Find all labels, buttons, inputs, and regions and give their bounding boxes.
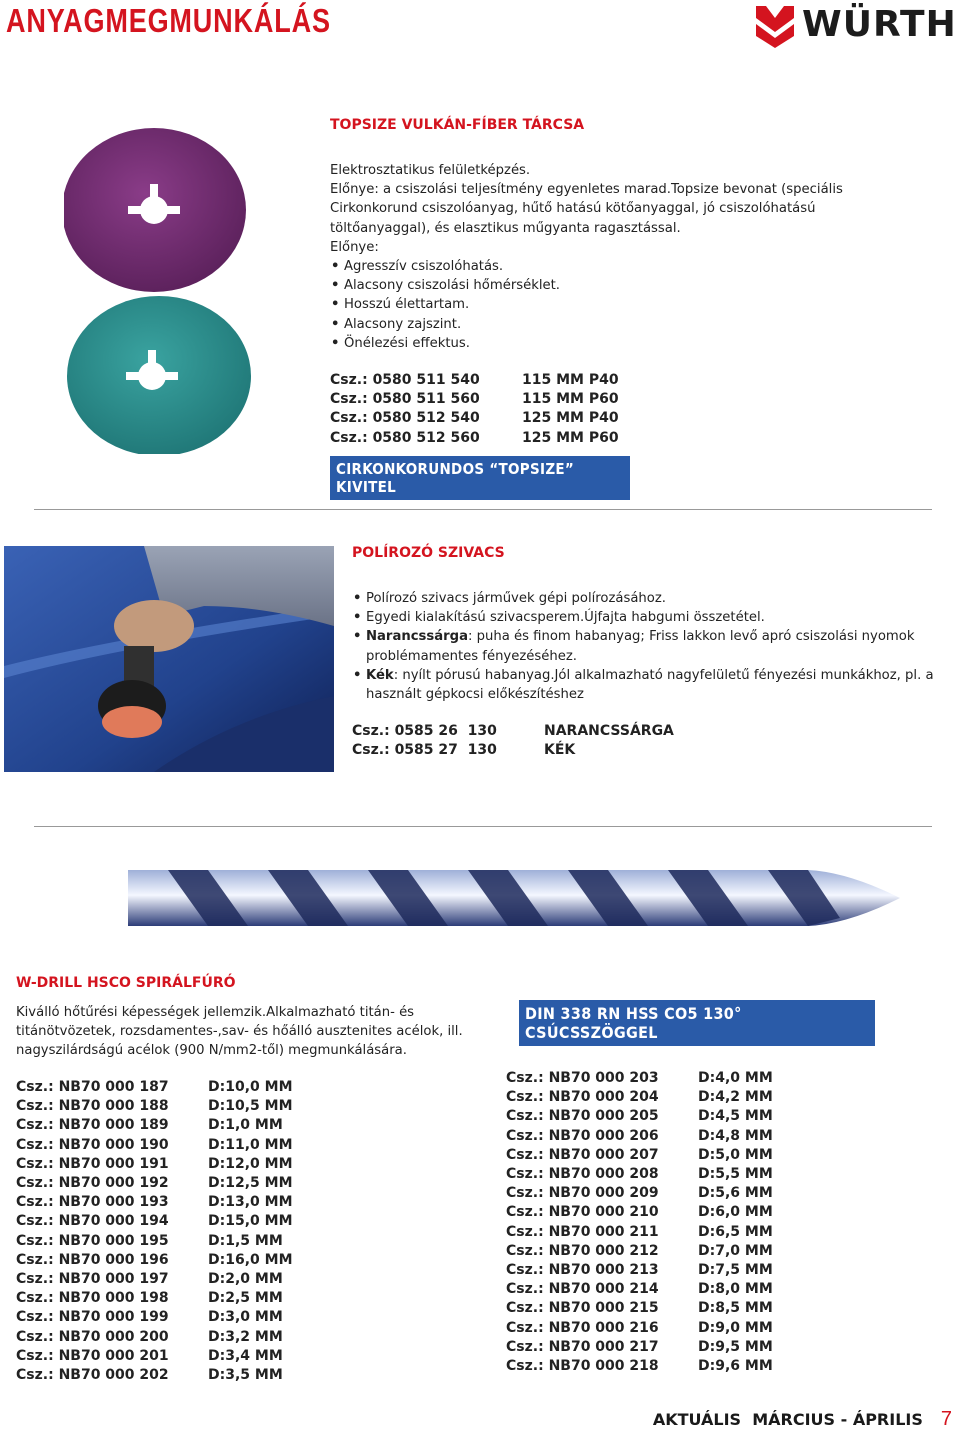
code-desc: 115 MM P60	[522, 391, 619, 408]
code-label: Csz.:	[352, 742, 390, 759]
code-number: NB70 000 198	[58, 1290, 169, 1307]
code-row	[506, 1088, 773, 1107]
page-header-title: ANYAGMEGMUNKÁLÁS	[6, 2, 331, 39]
code-row	[506, 1127, 773, 1146]
footer-text: AKTUÁLIS MÁRCIUS - ÁPRILIS	[652, 1410, 923, 1429]
code-desc: D:8,0 MM	[698, 1281, 773, 1298]
code-row	[352, 722, 674, 741]
code-label: Csz.:	[330, 410, 368, 427]
code-row	[506, 1165, 773, 1184]
code-label: Csz.:	[506, 1127, 544, 1144]
code-number: NB70 000 196	[58, 1251, 169, 1268]
code-row	[506, 1242, 773, 1261]
code-desc: D:6,0 MM	[698, 1204, 773, 1221]
code-label: Csz.:	[506, 1281, 544, 1298]
page-number: 7	[940, 1408, 952, 1430]
section-title-drill: W-DRILL HSCO SPIRÁLFÚRÓ	[16, 975, 236, 991]
code-number: NB70 000 215	[548, 1300, 659, 1317]
polishing-codes	[352, 722, 674, 760]
code-desc: D:4,0 MM	[698, 1070, 773, 1086]
intro-line: Előnye:	[330, 239, 379, 255]
code-row	[330, 409, 619, 428]
code-number: NB70 000 204	[548, 1089, 659, 1106]
code-row	[506, 1203, 773, 1222]
code-label: Csz.:	[16, 1175, 54, 1192]
code-number: NB70 000 193	[58, 1194, 169, 1211]
code-number: NB70 000 212	[548, 1242, 659, 1259]
code-row	[16, 1347, 293, 1366]
code-row	[16, 1174, 293, 1193]
code-desc: 115 MM P40	[522, 372, 619, 388]
code-number: 0580 512 560	[372, 429, 480, 446]
code-desc: D:5,6 MM	[698, 1185, 773, 1202]
code-label: Csz.:	[506, 1358, 544, 1375]
code-label: Csz.:	[16, 1194, 54, 1211]
polishing-description	[352, 589, 952, 704]
list-item: • Alacsony zajszint.	[330, 315, 890, 334]
code-label: Csz.:	[506, 1070, 544, 1086]
code-desc: D:7,0 MM	[698, 1242, 773, 1259]
code-label: Csz.:	[506, 1300, 544, 1317]
code-number: NB70 000 189	[58, 1117, 169, 1134]
page-footer	[653, 1408, 952, 1431]
code-desc: D:5,0 MM	[698, 1146, 773, 1163]
code-number: NB70 000 202	[58, 1367, 169, 1384]
fiber-disc-purple-image	[64, 124, 304, 454]
code-label: Csz.:	[16, 1079, 54, 1095]
code-number: NB70 000 209	[548, 1185, 659, 1202]
code-number: NB70 000 210	[548, 1204, 659, 1221]
code-number: NB70 000 194	[58, 1213, 169, 1230]
code-number: 0580 511 560	[372, 391, 480, 408]
code-desc: D:5,5 MM	[698, 1166, 773, 1183]
code-row	[506, 1261, 773, 1280]
spiral-drill-image	[128, 858, 904, 938]
intro-line: Elektrosztatikus felületképzés.	[330, 163, 531, 178]
code-number: NB70 000 199	[58, 1309, 169, 1326]
code-row	[16, 1155, 293, 1174]
polishing-photo-image	[4, 546, 334, 772]
drill-banner: DIN 338 RN HSS CO5 130° CSÚCSSZÖGGEL	[519, 1000, 875, 1046]
code-row	[506, 1184, 773, 1203]
code-row	[16, 1251, 293, 1270]
list-item: • Egyedi kialakítású szivacsperem.Újfajta habgumi összetétel.	[352, 608, 952, 627]
code-row	[330, 390, 619, 409]
code-row	[506, 1357, 773, 1376]
code-desc: D:13,0 MM	[208, 1194, 293, 1211]
code-row	[506, 1107, 773, 1126]
disc-images	[64, 124, 304, 454]
code-row	[16, 1232, 293, 1251]
code-label: Csz.:	[16, 1251, 54, 1268]
code-desc: D:12,5 MM	[208, 1175, 293, 1192]
code-label: Csz.:	[506, 1185, 544, 1202]
drill-description: Kiválló hőtűrési képességek jellemzik.Alkalmazható titán- és titánötvözetek, rozsdamentes-,sav- és hőálló ausztenites acélok, ill. nagyszilárdságú acélok (900 N/mm2-től) megmunkálására.	[16, 1005, 463, 1059]
code-desc: D:3,4 MM	[208, 1347, 283, 1364]
code-label: Csz.:	[506, 1108, 544, 1125]
list-item: • Hosszú élettartam.	[330, 295, 890, 314]
code-label: Csz.:	[352, 723, 390, 739]
intro-line: Előnye: a csiszolási teljesítmény egyenletes marad.Topsize bevonat (speciális Cirkonkorund csiszolóanyag, hűtő hatású kötőanyaggal, jó csiszolóhatású töltőanyaggal), és elasztikus műgyanta ragasztással.	[330, 182, 843, 236]
code-row	[506, 1338, 773, 1357]
code-label: Csz.:	[506, 1242, 544, 1259]
logo-text: WÜRTH	[802, 4, 957, 45]
code-row	[506, 1299, 773, 1318]
code-row	[16, 1212, 293, 1231]
code-number: NB70 000 200	[58, 1328, 169, 1345]
code-number: NB70 000 217	[548, 1338, 659, 1355]
code-label: Csz.:	[16, 1213, 54, 1230]
code-label: Csz.:	[16, 1328, 54, 1345]
code-desc: D:10,0 MM	[208, 1079, 293, 1095]
code-label: Csz.:	[506, 1319, 544, 1336]
code-row	[506, 1223, 773, 1242]
code-desc: D:2,0 MM	[208, 1271, 283, 1288]
divider	[34, 826, 932, 827]
code-row	[16, 1116, 293, 1135]
code-number: 0580 511 540	[372, 372, 480, 388]
code-desc: D:12,0 MM	[208, 1155, 293, 1172]
code-row	[506, 1280, 773, 1299]
section-title-polishing: POLÍROZÓ SZIVACS	[352, 545, 505, 561]
code-desc: D:15,0 MM	[208, 1213, 293, 1230]
section-title-topsize: TOPSIZE VULKÁN-FÍBER TÁRCSA	[330, 117, 585, 133]
code-number: NB70 000 190	[58, 1136, 169, 1153]
code-desc: D:4,2 MM	[698, 1089, 773, 1106]
code-number: NB70 000 205	[548, 1108, 659, 1125]
code-number: NB70 000 203	[548, 1070, 659, 1086]
code-row	[506, 1319, 773, 1338]
code-number: NB70 000 188	[58, 1098, 169, 1115]
code-row	[16, 1136, 293, 1155]
code-number: NB70 000 211	[548, 1223, 659, 1240]
code-row	[16, 1270, 293, 1289]
wurth-logo	[754, 4, 958, 48]
code-label: Csz.:	[16, 1136, 54, 1153]
code-desc: 125 MM P40	[522, 410, 619, 427]
polishing-bullet-list	[352, 589, 952, 704]
code-label: Csz.:	[16, 1290, 54, 1307]
drill-image	[128, 858, 904, 938]
code-label: Csz.:	[506, 1146, 544, 1163]
code-desc: D:10,5 MM	[208, 1098, 293, 1115]
code-label: Csz.:	[330, 429, 368, 446]
code-desc: KÉK	[544, 742, 576, 759]
code-desc: D:1,5 MM	[208, 1232, 283, 1249]
code-row	[506, 1069, 773, 1088]
code-label: Csz.:	[506, 1166, 544, 1183]
code-desc: D:9,5 MM	[698, 1338, 773, 1355]
code-row	[330, 429, 619, 448]
drill-codes-right	[506, 1069, 773, 1376]
code-row	[16, 1308, 293, 1327]
code-number: NB70 000 207	[548, 1146, 659, 1163]
code-number: 0585 27 130	[394, 742, 497, 759]
code-label: Csz.:	[506, 1262, 544, 1279]
code-label: Csz.:	[16, 1232, 54, 1249]
code-number: 0585 26 130	[394, 723, 497, 739]
code-desc: D:9,6 MM	[698, 1358, 773, 1375]
code-row	[16, 1366, 293, 1385]
code-label: Csz.:	[330, 391, 368, 408]
code-row	[16, 1193, 293, 1212]
code-number: NB70 000 201	[58, 1347, 169, 1364]
code-label: Csz.:	[16, 1347, 54, 1364]
list-item: • Agresszív csiszolóhatás.	[330, 257, 890, 276]
code-desc: D:3,2 MM	[208, 1328, 283, 1345]
topsize-banner: CIRKONKORUNDOS “TOPSIZE” KIVITEL	[330, 456, 630, 500]
code-label: Csz.:	[16, 1271, 54, 1288]
code-number: NB70 000 213	[548, 1262, 659, 1279]
code-number: NB70 000 197	[58, 1271, 169, 1288]
code-row	[16, 1289, 293, 1308]
code-row	[506, 1146, 773, 1165]
code-desc: D:6,5 MM	[698, 1223, 773, 1240]
code-row	[16, 1328, 293, 1347]
code-desc: D:3,0 MM	[208, 1309, 283, 1326]
code-label: Csz.:	[16, 1309, 54, 1326]
code-desc: D:11,0 MM	[208, 1136, 293, 1153]
code-number: NB70 000 218	[548, 1358, 659, 1375]
code-row	[16, 1078, 293, 1097]
code-desc: D:4,8 MM	[698, 1127, 773, 1144]
wurth-logo-icon	[754, 4, 796, 48]
code-number: NB70 000 208	[548, 1166, 659, 1183]
code-row	[330, 371, 619, 390]
code-desc: D:7,5 MM	[698, 1262, 773, 1279]
code-number: NB70 000 192	[58, 1175, 169, 1192]
code-label: Csz.:	[506, 1223, 544, 1240]
code-desc: D:2,5 MM	[208, 1290, 283, 1307]
divider	[34, 509, 932, 510]
list-item: • Kék: nyílt pórusú habanyag.Jól alkalmazható nagyfelületű fényezési munkákhoz, pl. a használt gépkocsi előkészítéshez	[352, 666, 952, 704]
topsize-codes	[330, 371, 619, 448]
code-desc: D:3,5 MM	[208, 1367, 283, 1384]
code-desc: 125 MM P60	[522, 429, 619, 446]
drill-codes-left	[16, 1078, 293, 1385]
code-row	[352, 741, 674, 760]
list-item: • Önélezési effektus.	[330, 334, 890, 353]
code-label: Csz.:	[330, 372, 368, 388]
code-desc: D:1,0 MM	[208, 1117, 283, 1134]
code-label: Csz.:	[16, 1367, 54, 1384]
code-label: Csz.:	[506, 1089, 544, 1106]
code-label: Csz.:	[506, 1338, 544, 1355]
code-label: Csz.:	[506, 1204, 544, 1221]
polishing-photo	[4, 546, 334, 772]
code-number: NB70 000 191	[58, 1155, 169, 1172]
code-label: Csz.:	[16, 1117, 54, 1134]
code-row	[16, 1097, 293, 1116]
code-label: Csz.:	[16, 1098, 54, 1115]
code-number: NB70 000 195	[58, 1232, 169, 1249]
code-label: Csz.:	[16, 1155, 54, 1172]
code-number: NB70 000 216	[548, 1319, 659, 1336]
code-number: NB70 000 187	[58, 1079, 169, 1095]
code-desc: D:9,0 MM	[698, 1319, 773, 1336]
topsize-description	[330, 161, 890, 353]
code-desc: NARANCSSÁRGA	[544, 723, 674, 739]
code-number: 0580 512 540	[372, 410, 480, 427]
list-item: • Alacsony csiszolási hőmérséklet.	[330, 276, 890, 295]
code-desc: D:8,5 MM	[698, 1300, 773, 1317]
list-item: • Narancssárga: puha és finom habanyag; Friss lakkon levő apró csiszolási nyomok problémamentes fényezéséhez.	[352, 627, 952, 665]
topsize-bullet-list	[330, 257, 890, 353]
code-desc: D:16,0 MM	[208, 1251, 293, 1268]
code-desc: D:4,5 MM	[698, 1108, 773, 1125]
list-item: • Polírozó szivacs járművek gépi polírozásához.	[352, 589, 952, 608]
code-number: NB70 000 214	[548, 1281, 659, 1298]
code-number: NB70 000 206	[548, 1127, 659, 1144]
